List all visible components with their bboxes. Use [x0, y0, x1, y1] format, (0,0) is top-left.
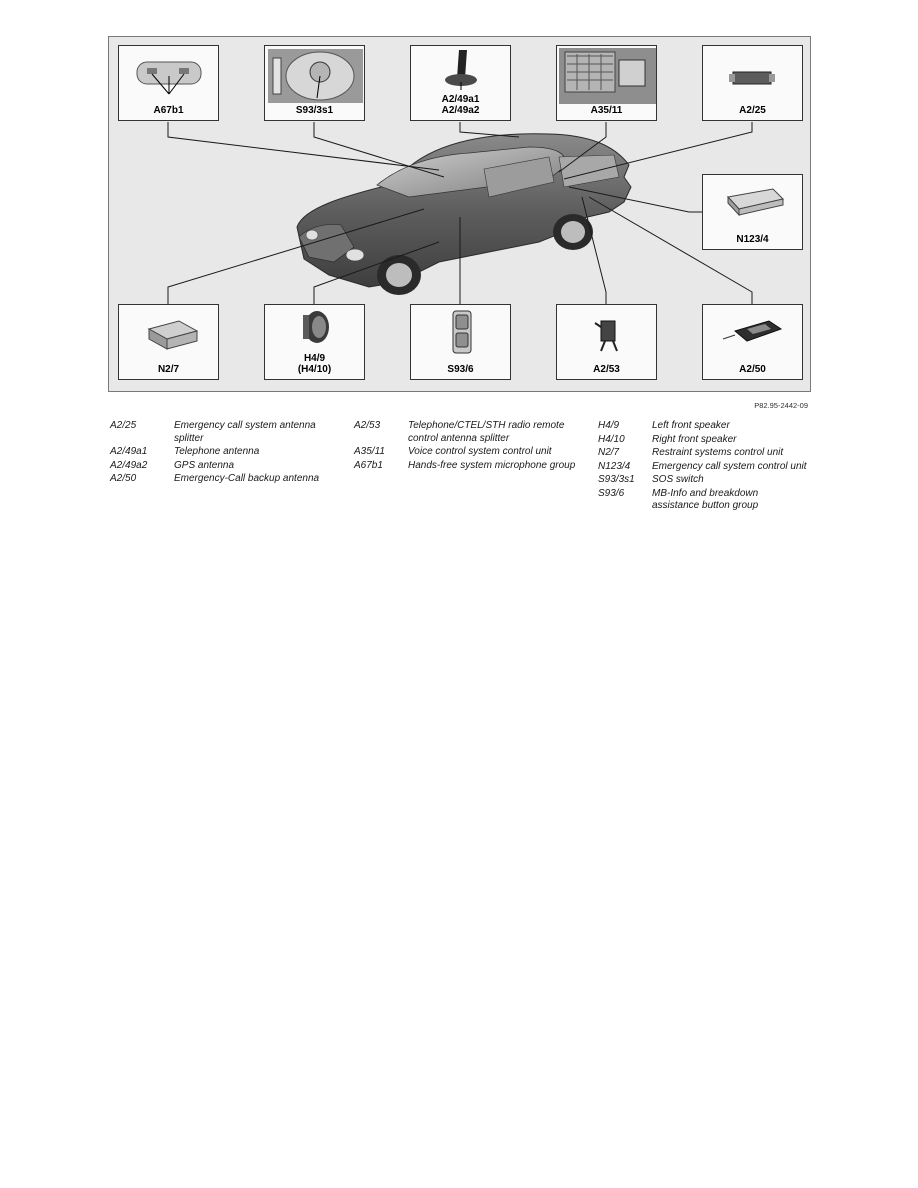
- antenna-splitter-icon: [703, 46, 804, 104]
- component-label: A2/49a1 A2/49a2: [441, 94, 480, 116]
- component-label: S93/6: [447, 364, 474, 375]
- component-label: S93/3s1: [295, 105, 334, 116]
- button-group-icon: [411, 305, 512, 363]
- legend-column-1: [110, 420, 340, 487]
- component-box-h4-9: [264, 304, 365, 380]
- component-box-a2-49: [410, 45, 511, 121]
- legend-desc: Left front speaker: [652, 420, 730, 431]
- speaker-icon: [265, 305, 366, 351]
- component-label: A35/11: [590, 105, 623, 116]
- legend-column-3: [598, 420, 808, 514]
- legend-desc: Voice control system control unit: [408, 446, 552, 457]
- sos-switch-icon: [265, 46, 366, 104]
- legend-code: H4/9: [598, 420, 620, 431]
- component-label: N123/4: [736, 234, 769, 245]
- component-label: A67b1: [153, 105, 184, 116]
- component-box-n2-7: [118, 304, 219, 380]
- legend-desc: Restraint systems control unit: [652, 447, 784, 458]
- legend-row: [110, 446, 340, 459]
- component-label: A2/25: [739, 105, 766, 116]
- microphone-group-icon: [119, 46, 220, 104]
- roof-antenna-icon: [411, 46, 512, 92]
- legend-desc: Hands-free system microphone group: [408, 459, 576, 471]
- figure-code: P82.95-2442-09: [754, 401, 808, 410]
- legend-desc: GPS antenna: [174, 459, 235, 471]
- legend-row: [110, 460, 340, 473]
- component-box-n123-4: [702, 174, 803, 250]
- legend-row: [110, 473, 340, 486]
- legend-row: [598, 461, 808, 474]
- component-label: A2/50: [739, 364, 766, 375]
- component-box-a2-53: [556, 304, 657, 380]
- component-box-a67b1: [118, 45, 219, 121]
- car-body: [297, 134, 631, 295]
- component-location-diagram: [108, 36, 811, 392]
- legend-code: A2/50: [110, 473, 137, 484]
- backup-antenna-icon: [703, 305, 804, 363]
- legend-row: [598, 434, 808, 447]
- component-box-s93-6: [410, 304, 511, 380]
- legend-desc: Telephone antenna: [174, 446, 260, 457]
- legend-row: [354, 446, 584, 459]
- legend-row: [598, 420, 808, 433]
- legend-desc: Emergency call system antenna splitter: [174, 420, 316, 444]
- radio-remote-antenna-splitter-icon: [557, 305, 658, 363]
- legend-code: S93/6: [598, 487, 625, 499]
- component-label: N2/7: [157, 364, 180, 375]
- legend-desc: Telephone/CTEL/STH radio remote control antenna splitter: [408, 420, 565, 444]
- emergency-call-control-unit-icon: [703, 175, 804, 233]
- legend-row: [598, 447, 808, 460]
- legend-code: A67b1: [354, 459, 383, 471]
- restraint-control-unit-icon: [119, 305, 220, 363]
- component-box-a35-11: [556, 45, 657, 121]
- legend-row: [598, 474, 808, 487]
- legend-row: [354, 460, 584, 473]
- legend-desc: Emergency-Call backup antenna: [174, 473, 320, 484]
- legend-code: N2/7: [598, 447, 620, 458]
- voice-control-unit-icon: [557, 46, 658, 104]
- legend-code: A2/25: [110, 420, 137, 431]
- legend-row: [110, 420, 340, 445]
- legend-code: A35/11: [354, 446, 385, 457]
- legend-code: A2/49a1: [110, 446, 148, 457]
- legend-column-2: [354, 420, 584, 473]
- component-box-a2-50: [702, 304, 803, 380]
- legend-desc: Emergency call system control unit: [652, 460, 807, 472]
- legend-code: A2/49a2: [110, 459, 148, 471]
- legend-desc: Right front speaker: [652, 433, 737, 445]
- legend-code: A2/53: [354, 420, 381, 431]
- legend-desc: MB-Info and breakdown assistance button group: [652, 487, 759, 511]
- legend-code: S93/3s1: [598, 474, 635, 485]
- component-label: A2/53: [593, 364, 620, 375]
- legend-desc: SOS switch: [652, 474, 704, 485]
- component-label: H4/9 (H4/10): [297, 353, 332, 375]
- legend-code: H4/10: [598, 433, 625, 445]
- legend-row: [598, 488, 808, 513]
- component-box-s93-3s1: [264, 45, 365, 121]
- legend-code: N123/4: [598, 460, 631, 472]
- component-box-a2-25: [702, 45, 803, 121]
- legend-row: [354, 420, 584, 445]
